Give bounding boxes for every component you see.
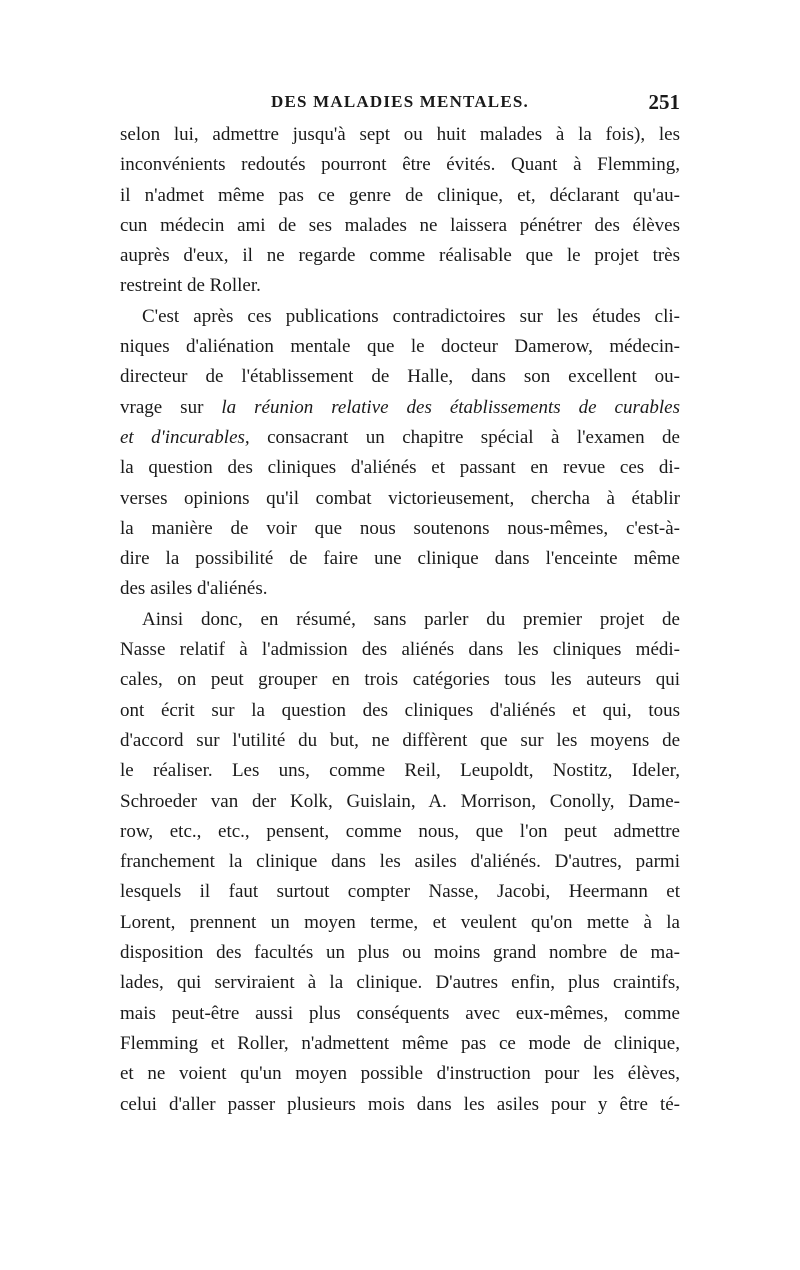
text-line: il n'admet même pas ce genre de clinique, et, déclarant qu'au- <box>120 184 680 206</box>
text-line: franchement la clinique dans les asiles d'aliénés. D'autres, parmi <box>120 851 680 873</box>
running-header <box>120 88 680 116</box>
text-line: cun médecin ami de ses malades ne laissera pénétrer des élèves <box>120 214 680 236</box>
text-line: mais peut-être aussi plus conséquents avec eux-mêmes, comme <box>120 1002 680 1024</box>
text-line: disposition des facultés un plus ou moins grand nombre de ma- <box>120 942 680 964</box>
text-line: lesquels il faut surtout compter Nasse, Jacobi, Heermann et <box>120 881 680 903</box>
text-line: auprès d'eux, il ne regarde comme réalisable que le projet très <box>120 245 680 267</box>
text-line: Schroeder van der Kolk, Guislain, A. Morrison, Conolly, Dame- <box>120 790 680 812</box>
body-text <box>120 120 680 1120</box>
text-line: dire la possibilité de faire une clinique dans l'enceinte même <box>120 548 680 570</box>
text-line: row, etc., etc., pensent, comme nous, que l'on peut admettre <box>120 820 680 842</box>
text-line: d'accord sur l'utilité du but, ne diffèrent que sur les moyens de <box>120 729 680 751</box>
text-line: Flemming et Roller, n'admettent même pas ce mode de clinique, <box>120 1032 680 1054</box>
text-line: restreint de Roller. <box>120 275 261 297</box>
text-line: et ne voient qu'un moyen possible d'instruction pour les élèves, <box>120 1063 680 1085</box>
text-line: Ainsi donc, en résumé, sans parler du premier projet de <box>142 608 680 630</box>
text-line: C'est après ces publications contradictoires sur les études cli- <box>142 305 680 327</box>
text-line: Lorent, prennent un moyen terme, et veulent qu'on mette à la <box>120 911 680 933</box>
running-title: DES MALADIES MENTALES. <box>271 92 529 111</box>
text-line: inconvénients redoutés pourront être évités. Quant à Flemming, <box>120 154 680 176</box>
text-line: cales, on peut grouper en trois catégories tous les auteurs qui <box>120 669 680 691</box>
text-line: ont écrit sur la question des cliniques d'aliénés et qui, tous <box>120 699 680 721</box>
paragraph-3 <box>120 605 680 1120</box>
text-line: celui d'aller passer plusieurs mois dans les asiles pour y être té- <box>120 1093 680 1115</box>
text-line-with-title <box>120 393 680 423</box>
text-line: directeur de l'établissement de Halle, dans son excellent ou- <box>120 366 680 388</box>
text-line: selon lui, admettre jusqu'à sept ou huit malades à la fois), les <box>120 124 680 145</box>
text-line: la question des cliniques d'aliénés et passant en revue ces di- <box>120 457 680 479</box>
paragraph-1 <box>120 120 680 302</box>
text-line: des asiles d'aliénés. <box>120 578 268 600</box>
text-line-with-title <box>120 423 680 453</box>
book-title-italic: la réunion relative des établissements de curables <box>221 396 680 418</box>
text-segment: vrage sur <box>120 396 222 418</box>
text-line: niques d'aliénation mentale que le docteur Damerow, médecin- <box>120 336 680 358</box>
text-segment: consacrant un chapitre spécial à l'examen de <box>249 426 680 448</box>
paragraph-2 <box>120 302 680 605</box>
text-line: la manière de voir que nous soutenons nous-mêmes, c'est-à- <box>120 517 680 539</box>
text-line: Nasse relatif à l'admission des aliénés dans les cliniques médi- <box>120 639 680 661</box>
text-line: le réaliser. Les uns, comme Reil, Leupoldt, Nostitz, Ideler, <box>120 760 680 782</box>
text-line: lades, qui serviraient à la clinique. D'autres enfin, plus craintifs, <box>120 972 680 994</box>
text-line: verses opinions qu'il combat victorieusement, chercha à établir <box>120 487 680 509</box>
book-title-italic: et d'incurables, <box>120 426 250 448</box>
page-number: 251 <box>648 90 680 114</box>
